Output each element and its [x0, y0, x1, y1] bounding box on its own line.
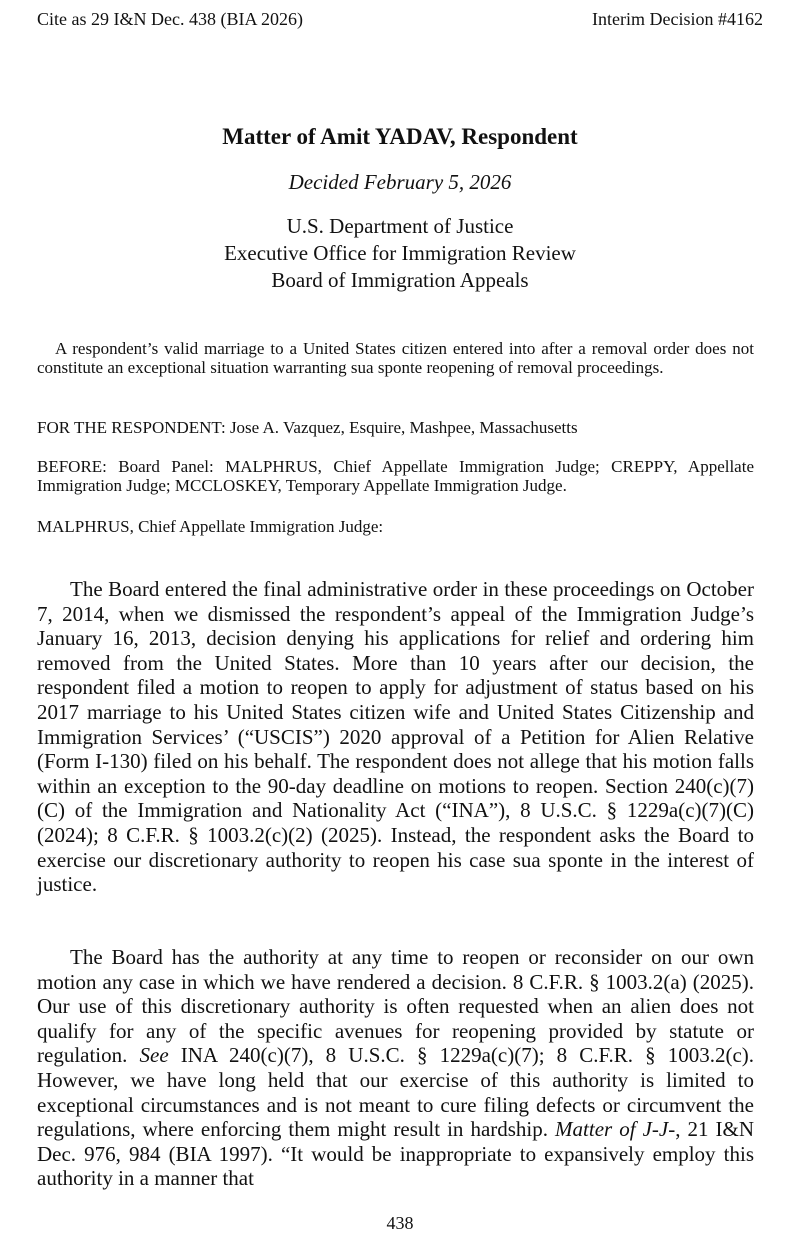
headnote: A respondent’s valid marriage to a United States citizen entered into after a removal order does not constitute an exceptional situation warranting sua sponte reopening of removal proceedings. — [37, 339, 754, 377]
paragraph-2-text-a: The Board has the authority at any time to reopen or reconsider on our own motion any case in which we have rendered a decision. 8 C.F.R. § 1003.2(a) (2025). Our use of this discretionary authority is often requested when an alien does not qualify for any of the specific avenues for reopening provided by statute or regulation. — [37, 945, 754, 1068]
agency-board: Board of Immigration Appeals — [271, 268, 529, 292]
counsel-line: FOR THE RESPONDENT: Jose A. Vazquez, Esquire, Mashpee, Massachusetts — [37, 418, 578, 437]
case-title: Matter of Amit YADAV, Respondent — [222, 124, 578, 149]
opinion-author: MALPHRUS, Chief Appellate Immigration Judge: — [37, 517, 384, 536]
agency-department: U.S. Department of Justice — [286, 214, 514, 238]
page-number: 438 — [386, 1213, 414, 1233]
decision-date: Decided February 5, 2026 — [288, 170, 512, 194]
agency-block — [0, 213, 800, 294]
agency-office: Executive Office for Immigration Review — [224, 241, 576, 265]
panel-line: BEFORE: Board Panel: MALPHRUS, Chief Appellate Immigration Judge; CREPPY, Appellate Immigration Judge; MCCLOSKEY, Temporary Appellate Immigration Judge. — [37, 457, 754, 495]
decision-number: Interim Decision #4162 — [592, 9, 763, 29]
case-citation-name: Matter of J-J- — [555, 1117, 676, 1142]
running-header — [37, 7, 763, 31]
body-paragraph-2 — [37, 945, 754, 1191]
citation: Cite as 29 I&N Dec. 438 (BIA 2026) — [37, 9, 303, 29]
paragraph-2-text-c: , 21 I&N Dec. 976, 984 (BIA 1997). “It would be inappropriate to expansively employ this authority in a manner that — [37, 1117, 755, 1191]
body-paragraph-1: The Board entered the final administrative order in these proceedings on October 7, 2014, when we dismissed the respondent’s appeal of the Immigration Judge’s January 16, 2013, decision denying his applications for relief and ordering him removed from the United States. More than 10 years after our decision, the respondent filed a motion to reopen to apply for adjustment of status based on his 2017 marriage to his United States citizen wife and United States Citizenship and Immigration Services’ (“USCIS”) 2020 approval of a Petition for Alien Relative (Form I-130) filed on his behalf. The respondent does not allege that his motion falls within an exception to the 90-day deadline on motions to reopen. Section 240(c)(7)(C) of the Immigration and Nationality Act (“INA”), 8 U.S.C. § 1229a(c)(7)(C) (2024); 8 C.F.R. § 1003.2(c)(2) (2025). Instead, the respondent asks the Board to exercise our discretionary authority to reopen his case sua sponte in the interest of justice. — [37, 577, 754, 897]
paragraph-2-text-b: INA 240(c)(7), 8 U.S.C. § 1229a(c)(7); 8 C.F.R. § 1003.2(c). However, we have long held that our exercise of this authority is limited to exceptional circumstances and is not meant to cure filing defects or circumvent the regulations, where enforcing them might result in hardship. — [37, 1043, 755, 1142]
see-signal: See — [139, 1043, 169, 1068]
